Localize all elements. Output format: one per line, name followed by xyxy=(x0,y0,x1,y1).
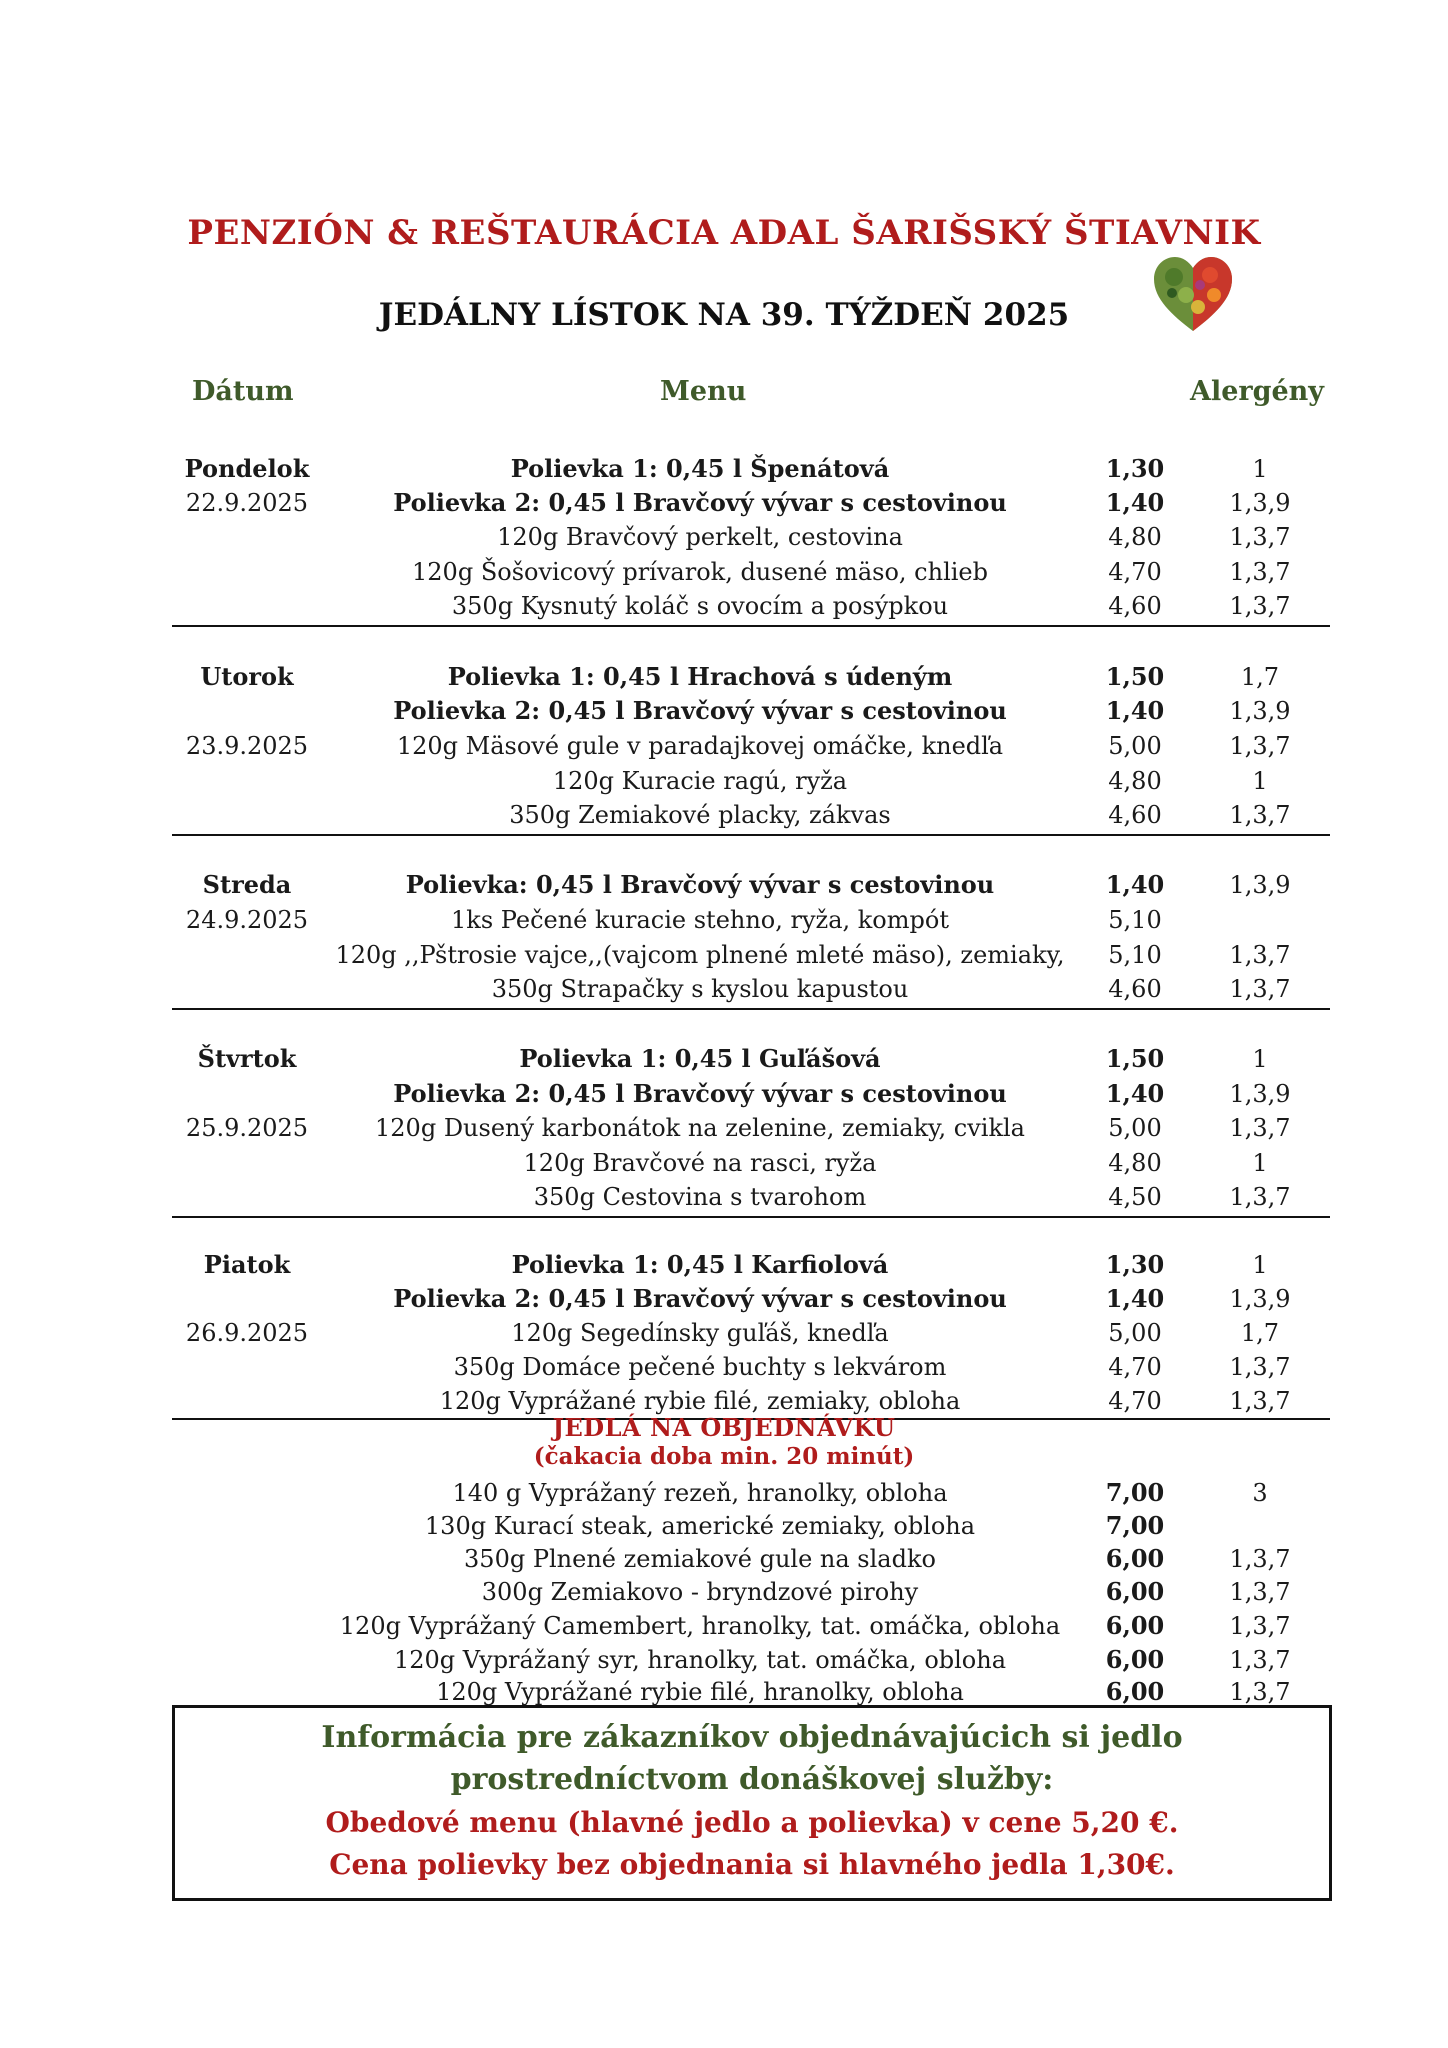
item-allergens: 1,3,7 xyxy=(1229,801,1291,829)
menu-row xyxy=(0,520,1448,554)
menu-item: 120g Bravčové na rasci, ryža xyxy=(523,1149,877,1177)
order-item: 140 g Vyprážaný rezeň, hranolky, obloha xyxy=(452,1479,948,1507)
order-row xyxy=(0,1476,1448,1510)
menu-subtitle: JEDÁLNY LÍSTOK NA 39. TÝŽDEŇ 2025 xyxy=(378,297,1070,333)
divider xyxy=(172,1008,1330,1010)
item-price: 4,60 xyxy=(1108,975,1162,1003)
menu-row xyxy=(0,1111,1448,1145)
menu-item: 350g Zemiakové placky, zákvas xyxy=(509,801,891,829)
order-allergens: 1,3,7 xyxy=(1229,1578,1291,1606)
order-price: 6,00 xyxy=(1105,1645,1165,1674)
menu-item: 120g Mäsové gule v paradajkovej omáčke, knedľa xyxy=(396,732,1004,760)
item-allergens: 1,7 xyxy=(1240,663,1280,691)
menu-item: 120g Bravčový perkelt, cestovina xyxy=(497,523,903,551)
day-date: 25.9.2025 xyxy=(185,1114,309,1142)
item-allergens: 1,3,9 xyxy=(1229,871,1291,899)
order-price: 6,00 xyxy=(1105,1677,1165,1706)
item-price: 1,40 xyxy=(1105,488,1165,517)
day-date: 26.9.2025 xyxy=(185,1319,309,1347)
item-price: 1,40 xyxy=(1105,1284,1165,1313)
item-allergens: 1,3,7 xyxy=(1229,558,1291,586)
item-allergens: 1,3,7 xyxy=(1229,1183,1291,1211)
item-allergens: 1 xyxy=(1252,1149,1268,1177)
menu-row xyxy=(0,694,1448,728)
menu-row xyxy=(0,798,1448,832)
item-allergens: 1 xyxy=(1252,1251,1268,1279)
menu-row xyxy=(0,1146,1448,1180)
menu-row xyxy=(0,660,1448,694)
order-allergens: 1,3,7 xyxy=(1229,1678,1291,1706)
column-header-menu: Menu xyxy=(660,376,747,407)
order-allergens: 1,3,7 xyxy=(1229,1646,1291,1674)
order-row xyxy=(0,1542,1448,1576)
order-item: 120g Vyprážaný syr, hranolky, tat. omáčka, obloha xyxy=(393,1646,1007,1674)
item-allergens: 1,3,7 xyxy=(1229,523,1291,551)
menu-item: 350g Strapačky s kyslou kapustou xyxy=(491,975,909,1003)
menu-item: Polievka 2: 0,45 l Bravčový vývar s cestovinou xyxy=(393,1079,1007,1108)
menu-item: Polievka 1: 0,45 l Guľášová xyxy=(519,1044,881,1073)
item-price: 5,10 xyxy=(1108,941,1162,969)
menu-row xyxy=(0,1282,1448,1316)
item-price: 1,40 xyxy=(1105,696,1165,725)
order-allergens: 1,3,7 xyxy=(1229,1612,1291,1640)
menu-row xyxy=(0,555,1448,589)
menu-row xyxy=(0,1248,1448,1282)
menu-row xyxy=(0,729,1448,763)
page-title: PENZIÓN & REŠTAURÁCIA ADAL ŠARIŠSKÝ ŠTIAVNIK xyxy=(187,213,1261,253)
item-allergens: 1,3,9 xyxy=(1229,697,1291,725)
info-line-3: Obedové menu (hlavné jedlo a polievka) v cene 5,20 €. xyxy=(325,1806,1179,1839)
day-name: Utorok xyxy=(200,662,294,691)
menu-item: Polievka 1: 0,45 l Karfiolová xyxy=(511,1250,889,1279)
item-price: 4,70 xyxy=(1108,558,1162,586)
menu-row xyxy=(0,764,1448,798)
item-allergens: 1,3,9 xyxy=(1229,1285,1291,1313)
delivery-info-box xyxy=(172,1705,1332,1901)
menu-item: 120g Dusený karbonátok na zelenine, zemiaky, cvikla xyxy=(375,1114,1025,1142)
order-allergens: 3 xyxy=(1252,1479,1268,1507)
divider xyxy=(172,834,1330,836)
item-price: 1,40 xyxy=(1105,1079,1165,1108)
item-allergens: 1,3,7 xyxy=(1229,975,1291,1003)
item-price: 4,70 xyxy=(1108,1387,1162,1415)
item-allergens: 1,3,7 xyxy=(1229,732,1291,760)
menu-item: 120g Segedínsky guľáš, knedľa xyxy=(511,1319,889,1347)
menu-item: 1ks Pečené kuracie stehno, ryža, kompót xyxy=(451,906,949,934)
order-row xyxy=(0,1509,1448,1543)
item-price: 4,80 xyxy=(1108,1149,1162,1177)
item-price: 1,50 xyxy=(1105,1044,1165,1073)
order-item: 300g Zemiakovo - bryndzové pirohy xyxy=(481,1578,919,1606)
info-line-4: Cena polievky bez objednania si hlavného jedla 1,30€. xyxy=(329,1848,1175,1881)
item-allergens: 1,7 xyxy=(1240,1319,1280,1347)
menu-row xyxy=(0,903,1448,937)
item-allergens: 1,3,7 xyxy=(1229,941,1291,969)
divider xyxy=(172,625,1330,627)
item-price: 5,00 xyxy=(1108,1319,1162,1347)
item-price: 5,10 xyxy=(1108,906,1162,934)
menu-row xyxy=(0,938,1448,972)
heart-vegetables-icon xyxy=(1152,255,1234,333)
order-allergens: 1,3,7 xyxy=(1229,1545,1291,1573)
order-price: 6,00 xyxy=(1105,1611,1165,1640)
menu-item: Polievka 2: 0,45 l Bravčový vývar s cestovinou xyxy=(393,696,1007,725)
info-line-2: prostredníctvom donáškovej služby: xyxy=(450,1762,1054,1797)
menu-item: 120g ,,Pštrosie vajce,,(vajcom plnené mleté mäso), zemiaky, xyxy=(335,941,1065,969)
item-allergens: 1,3,9 xyxy=(1229,489,1291,517)
order-item: 350g Plnené zemiakové gule na sladko xyxy=(464,1545,936,1573)
item-price: 4,80 xyxy=(1108,523,1162,551)
day-name: Streda xyxy=(202,870,292,899)
order-item: 120g Vyprážaný Camembert, hranolky, tat. omáčka, obloha xyxy=(339,1612,1061,1640)
menu-row xyxy=(0,972,1448,1006)
day-name: Pondelok xyxy=(184,454,310,483)
orders-title: JEDLÁ NA OBJEDNÁVKU xyxy=(552,1413,896,1442)
menu-row xyxy=(0,1180,1448,1214)
item-price: 4,70 xyxy=(1108,1353,1162,1381)
order-row xyxy=(0,1643,1448,1677)
item-price: 4,60 xyxy=(1108,592,1162,620)
menu-row xyxy=(0,1316,1448,1350)
item-price: 1,30 xyxy=(1105,454,1165,483)
item-allergens: 1,3,9 xyxy=(1229,1080,1291,1108)
menu-item: 120g Kuracie ragú, ryža xyxy=(552,767,848,795)
info-line-1: Informácia pre zákazníkov objednávajúcich si jedlo xyxy=(321,1720,1183,1755)
day-name: Piatok xyxy=(203,1250,291,1279)
day-date: 24.9.2025 xyxy=(185,906,309,934)
order-row xyxy=(0,1575,1448,1609)
item-price: 1,30 xyxy=(1105,1250,1165,1279)
menu-item: Polievka 1: 0,45 l Hrachová s údeným xyxy=(447,662,953,691)
item-allergens: 1,3,7 xyxy=(1229,1114,1291,1142)
menu-item: Polievka 1: 0,45 l Špenátová xyxy=(510,454,890,483)
item-price: 4,80 xyxy=(1108,767,1162,795)
order-price: 7,00 xyxy=(1105,1478,1165,1507)
menu-item: 350g Cestovina s tvarohom xyxy=(533,1183,867,1211)
order-price: 6,00 xyxy=(1105,1544,1165,1573)
item-allergens: 1 xyxy=(1252,1045,1268,1073)
item-price: 5,00 xyxy=(1108,732,1162,760)
item-price: 1,40 xyxy=(1105,870,1165,899)
orders-subtitle: (čakacia doba min. 20 minút) xyxy=(533,1443,915,1470)
menu-item: Polievka 2: 0,45 l Bravčový vývar s cestovinou xyxy=(393,488,1007,517)
order-row xyxy=(0,1609,1448,1643)
order-row xyxy=(0,1675,1448,1709)
menu-item: Polievka: 0,45 l Bravčový vývar s cestovinou xyxy=(405,870,995,899)
item-allergens: 1 xyxy=(1252,455,1268,483)
menu-item: Polievka 2: 0,45 l Bravčový vývar s cestovinou xyxy=(393,1284,1007,1313)
item-price: 5,00 xyxy=(1108,1114,1162,1142)
item-allergens: 1 xyxy=(1252,767,1268,795)
menu-row xyxy=(0,486,1448,520)
item-price: 4,60 xyxy=(1108,801,1162,829)
item-allergens: 1,3,7 xyxy=(1229,1353,1291,1381)
menu-row xyxy=(0,868,1448,902)
menu-row xyxy=(0,452,1448,486)
day-name: Štvrtok xyxy=(197,1044,297,1073)
column-header-allergens: Alergény xyxy=(1190,376,1324,407)
item-price: 1,50 xyxy=(1105,662,1165,691)
item-allergens: 1,3,7 xyxy=(1229,1387,1291,1415)
menu-row xyxy=(0,1077,1448,1111)
menu-row xyxy=(0,589,1448,623)
order-price: 6,00 xyxy=(1105,1577,1165,1606)
menu-row xyxy=(0,1042,1448,1076)
divider xyxy=(172,1216,1330,1218)
order-item: 130g Kurací steak, americké zemiaky, obloha xyxy=(424,1512,976,1540)
menu-item: 120g Vyprážané rybie filé, zemiaky, obloha xyxy=(439,1387,961,1415)
item-allergens: 1,3,7 xyxy=(1229,592,1291,620)
order-item: 120g Vyprážané rybie filé, hranolky, obloha xyxy=(436,1678,964,1706)
menu-item: 350g Kysnutý koláč s ovocím a posýpkou xyxy=(451,592,949,620)
menu-row xyxy=(0,1350,1448,1384)
day-date: 23.9.2025 xyxy=(185,732,309,760)
day-date: 22.9.2025 xyxy=(185,489,309,517)
item-price: 4,50 xyxy=(1108,1183,1162,1211)
order-price: 7,00 xyxy=(1105,1511,1165,1540)
menu-item: 120g Šošovicový prívarok, dusené mäso, chlieb xyxy=(412,558,988,586)
menu-item: 350g Domáce pečené buchty s lekvárom xyxy=(453,1353,947,1381)
column-header-date: Dátum xyxy=(192,376,294,407)
